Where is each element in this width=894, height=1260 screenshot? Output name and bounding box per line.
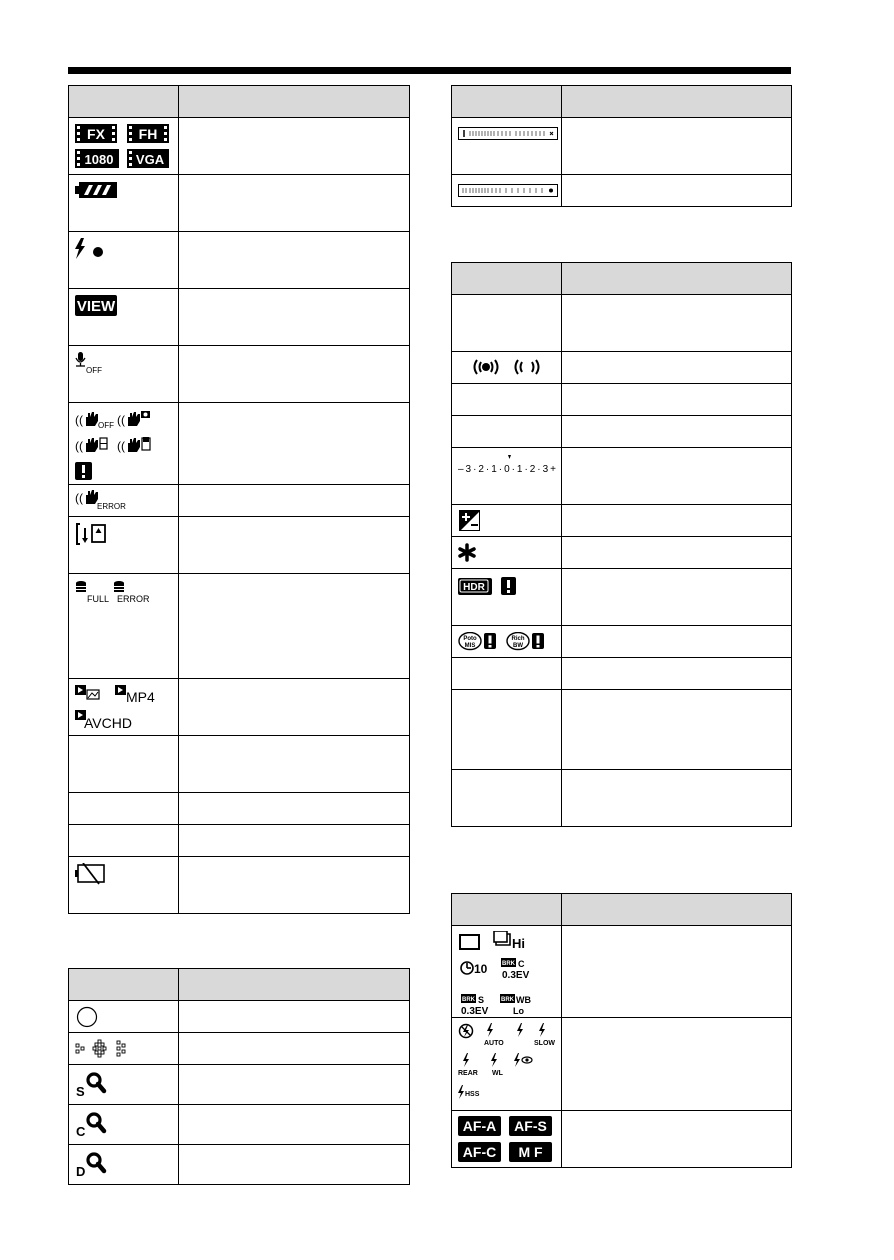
table-row	[69, 825, 410, 857]
description-cell	[179, 736, 410, 793]
description-cell	[562, 118, 792, 175]
description-cell	[179, 289, 410, 346]
table-row	[69, 736, 410, 793]
description-cell	[179, 485, 410, 517]
indicator-cell	[452, 416, 562, 448]
mic-off-icon	[69, 346, 179, 403]
table-row	[69, 1001, 410, 1033]
svg-text:D: D	[76, 1164, 86, 1179]
svg-text:BW: BW	[513, 643, 523, 649]
drive-mode-icons	[452, 926, 562, 1018]
table-row	[452, 1018, 792, 1111]
indicator-cell	[69, 793, 179, 825]
battery-blank-icon	[69, 857, 179, 914]
header-indicator	[452, 86, 562, 118]
table-row	[452, 926, 792, 1018]
table-row	[452, 505, 792, 537]
description-cell	[562, 770, 792, 827]
svg-text:0.3EV: 0.3EV	[461, 1006, 489, 1015]
svg-text:Hi: Hi	[512, 936, 525, 951]
svg-text:MP4: MP4	[126, 689, 155, 705]
playback-mode-icons	[69, 679, 179, 736]
view-icon	[69, 289, 179, 346]
indicator-table-right-2	[451, 262, 792, 827]
indicator-table-right-3	[451, 893, 792, 1168]
description-cell	[562, 505, 792, 537]
exposure-scale-icon	[452, 118, 562, 175]
svg-text:FX: FX	[87, 126, 105, 142]
ae-lock-icon	[452, 537, 562, 569]
svg-text:((: ((	[75, 439, 83, 453]
table-row	[452, 690, 792, 770]
description-cell	[179, 175, 410, 232]
indicator-table-left-1	[68, 85, 410, 914]
indicator-cell	[69, 736, 179, 793]
svg-text:MIS: MIS	[464, 643, 476, 649]
header-indicator	[69, 969, 179, 1001]
svg-text:SLOW: SLOW	[534, 1040, 555, 1047]
svg-text:((: ((	[117, 413, 125, 427]
description-cell	[562, 537, 792, 569]
description-cell	[179, 346, 410, 403]
svg-text:VIEW: VIEW	[76, 298, 116, 315]
indicator-cell	[452, 384, 562, 416]
svg-text:M F: M F	[518, 1144, 543, 1160]
description-cell	[562, 569, 792, 626]
table-row	[452, 537, 792, 569]
svg-text:REAR: REAR	[458, 1070, 478, 1077]
header-indicator	[69, 86, 179, 118]
description-cell	[179, 825, 410, 857]
svg-text:S: S	[478, 995, 485, 1005]
spot-metering-circle-icon	[69, 1001, 179, 1033]
description-cell	[562, 295, 792, 352]
table-row	[452, 448, 792, 505]
table-row	[452, 352, 792, 384]
table-row	[452, 770, 792, 827]
table-row	[452, 384, 792, 416]
flash-mode-icons	[452, 1018, 562, 1111]
description-cell	[562, 352, 792, 384]
svg-text:VGA: VGA	[135, 152, 165, 167]
header-meaning	[562, 263, 792, 295]
focus-mode-icons	[452, 1111, 562, 1168]
table-header-row	[69, 969, 410, 1001]
header-meaning	[179, 969, 410, 1001]
description-cell	[179, 1145, 410, 1185]
description-cell	[562, 658, 792, 690]
svg-text:S: S	[76, 1084, 85, 1099]
table-row	[69, 485, 410, 517]
af-area-icon	[69, 1033, 179, 1065]
svg-text:BRK: BRK	[501, 997, 514, 1003]
description-cell	[179, 1001, 410, 1033]
table-header-row	[452, 894, 792, 926]
table-row	[69, 793, 410, 825]
description-cell	[562, 448, 792, 505]
description-cell	[179, 232, 410, 289]
smart-zoom-s-icon	[69, 1065, 179, 1105]
svg-text:((: ((	[117, 439, 125, 453]
hdr-warning-icons	[452, 569, 562, 626]
header-meaning	[179, 86, 410, 118]
picture-effect-warning-icons	[452, 626, 562, 658]
exposure-comp-icon	[452, 505, 562, 537]
table-row	[69, 175, 410, 232]
smart-zoom-c-icon	[69, 1105, 179, 1145]
header-meaning	[562, 894, 792, 926]
svg-text:0.3EV: 0.3EV	[502, 970, 530, 981]
top-rule	[68, 67, 791, 74]
table-row	[69, 118, 410, 175]
table-row	[69, 1065, 410, 1105]
svg-text:Poto: Poto	[463, 636, 477, 642]
description-cell	[562, 690, 792, 770]
camera-shake-warning-icons	[452, 352, 562, 384]
description-cell	[179, 1105, 410, 1145]
table-row	[69, 289, 410, 346]
svg-text:AUTO: AUTO	[484, 1040, 504, 1047]
indicator-cell	[452, 295, 562, 352]
svg-text:C: C	[518, 959, 525, 969]
svg-text:BRK: BRK	[462, 997, 475, 1003]
svg-text:Lo: Lo	[513, 1006, 524, 1015]
description-cell	[179, 793, 410, 825]
svg-text:FH: FH	[138, 126, 158, 142]
description-cell	[179, 1065, 410, 1105]
description-cell	[562, 626, 792, 658]
svg-text:–3·2·1·0·1·2·3+: –3·2·1·0·1·2·3+	[458, 464, 556, 475]
table-row	[452, 1111, 792, 1168]
description-cell	[562, 384, 792, 416]
svg-text:OFF: OFF	[98, 421, 114, 430]
smart-zoom-d-icon	[69, 1145, 179, 1185]
svg-text:Rich: Rich	[511, 636, 525, 642]
steadyshot-error-icon	[69, 485, 179, 517]
description-cell	[179, 1033, 410, 1065]
svg-text:OFF: OFF	[86, 366, 102, 375]
table-row	[69, 857, 410, 914]
svg-text:AF-C: AF-C	[462, 1144, 497, 1160]
table-row	[69, 1145, 410, 1185]
svg-text:FULL: FULL	[87, 594, 110, 604]
steadyshot-status-icons	[69, 403, 179, 485]
table-header-row	[69, 86, 410, 118]
ev-scale-icon	[452, 448, 562, 505]
description-cell	[179, 517, 410, 574]
table-row	[69, 232, 410, 289]
indicator-cell	[69, 825, 179, 857]
svg-text:HSS: HSS	[465, 1091, 480, 1098]
indicator-cell	[452, 770, 562, 827]
description-cell	[562, 1111, 792, 1168]
battery-icon	[69, 175, 179, 232]
svg-text:AVCHD: AVCHD	[84, 715, 132, 731]
table-header-row	[452, 86, 792, 118]
table-row	[452, 626, 792, 658]
table-row	[452, 416, 792, 448]
table-row	[69, 346, 410, 403]
fx-fh-1080-vga-icons	[69, 118, 179, 175]
memory-full-error-icons	[69, 574, 179, 679]
svg-text:ERROR: ERROR	[97, 502, 126, 511]
header-indicator	[452, 263, 562, 295]
table-row	[69, 517, 410, 574]
svg-text:((: ((	[75, 491, 83, 505]
table-row	[69, 1105, 410, 1145]
svg-text:10: 10	[474, 962, 488, 976]
header-indicator	[452, 894, 562, 926]
description-cell	[179, 118, 410, 175]
svg-text:AF-A: AF-A	[462, 1118, 497, 1134]
svg-text:C: C	[76, 1124, 86, 1139]
table-row	[69, 574, 410, 679]
description-cell	[562, 926, 792, 1018]
description-cell	[179, 857, 410, 914]
indicator-table-left-2	[68, 968, 410, 1185]
table-row	[452, 569, 792, 626]
svg-text:HDR: HDR	[463, 582, 485, 593]
description-cell	[179, 403, 410, 485]
svg-text:BRK: BRK	[502, 961, 515, 967]
table-row	[452, 118, 792, 175]
description-cell	[562, 416, 792, 448]
svg-text:WB: WB	[516, 995, 531, 1005]
description-cell	[179, 679, 410, 736]
indicator-cell	[452, 690, 562, 770]
table-header-row	[452, 263, 792, 295]
orientation-warning-icon	[69, 517, 179, 574]
table-row	[452, 175, 792, 207]
description-cell	[562, 175, 792, 207]
table-row	[452, 295, 792, 352]
description-cell	[562, 1018, 792, 1111]
description-cell	[179, 574, 410, 679]
indicator-cell	[452, 658, 562, 690]
svg-text:AF-S: AF-S	[514, 1118, 547, 1134]
svg-text:((: ((	[75, 413, 83, 427]
table-row	[69, 1033, 410, 1065]
table-row	[69, 679, 410, 736]
header-meaning	[562, 86, 792, 118]
table-row	[69, 403, 410, 485]
table-row	[452, 658, 792, 690]
svg-text:WL: WL	[492, 1070, 503, 1077]
aperture-scale-icon	[452, 175, 562, 207]
indicator-table-right-1	[451, 85, 792, 207]
flash-charging-icon	[69, 232, 179, 289]
svg-text:1080: 1080	[84, 152, 114, 167]
svg-text:ERROR: ERROR	[117, 594, 150, 604]
